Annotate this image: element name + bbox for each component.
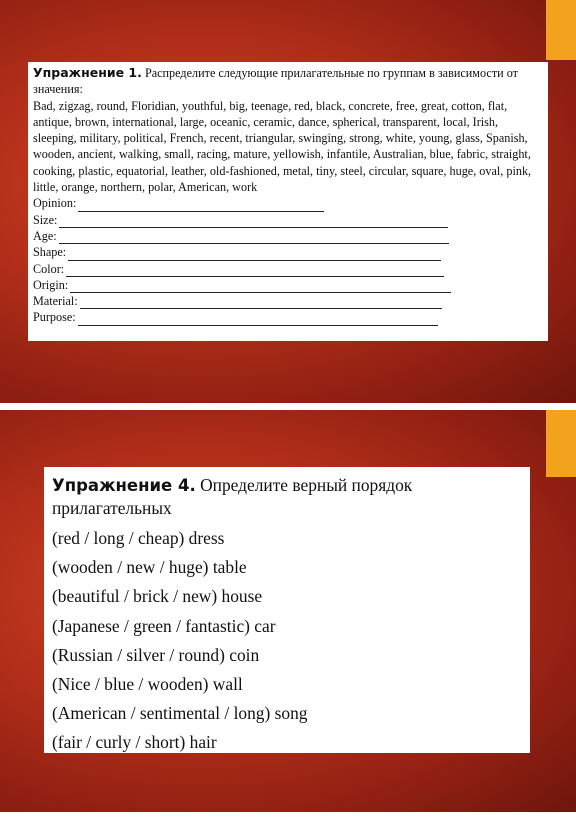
category-label: Color: <box>33 261 65 276</box>
category-label: Age: <box>33 228 57 243</box>
category-row-material <box>33 293 543 309</box>
answer-line[interactable] <box>59 216 448 228</box>
exercise-1-title: Упражнение 1. <box>33 65 142 80</box>
category-row-shape <box>33 244 543 260</box>
category-row-purpose <box>33 309 543 325</box>
accent-bar <box>546 410 576 477</box>
exercise-4-box <box>44 467 530 753</box>
category-row-size <box>33 212 543 228</box>
category-label: Purpose: <box>33 310 76 325</box>
category-row-origin <box>33 277 543 293</box>
exercise-item: (beautiful / brick / new) house <box>52 586 263 607</box>
exercise-4-title: Упражнение 4. <box>52 476 196 495</box>
category-label: Material: <box>33 294 78 309</box>
exercise-1-heading <box>33 65 543 98</box>
exercise-item: (Nice / blue / wooden) wall <box>52 674 243 695</box>
accent-bar <box>546 0 576 60</box>
answer-line[interactable] <box>68 249 441 261</box>
category-row-opinion <box>33 195 543 211</box>
category-list <box>33 195 543 325</box>
answer-line[interactable] <box>59 232 449 244</box>
exercise-item: (fair / curly / short) hair <box>52 732 217 753</box>
answer-line[interactable] <box>78 314 438 326</box>
answer-line[interactable] <box>80 297 442 309</box>
answer-line[interactable] <box>66 265 444 277</box>
exercise-item: (Japanese / green / fantastic) car <box>52 615 276 636</box>
exercise-4-instruction: Определите верный порядок прилагательных <box>52 475 413 518</box>
category-label: Size: <box>33 212 58 227</box>
answer-line[interactable] <box>70 281 451 293</box>
slide-exercise-1 <box>0 0 576 403</box>
slide-exercise-4 <box>0 410 576 812</box>
exercise-item: (American / sentimental / long) song <box>52 703 308 724</box>
category-row-color <box>33 261 543 277</box>
category-label: Origin: <box>33 277 69 292</box>
category-label: Shape: <box>33 245 67 260</box>
exercise-4-heading <box>52 474 522 519</box>
exercise-1-word-list: Bad, zigzag, round, Floridian, youthful, big, teenage, red, black, concrete, free, great, cotton, flat, antique, brown, international, large, oceanic, ceramic, dance, spherical, transparent, local, Irish, sleeping, military, political, French, recent, triangular, swinging, strong, white, young, glass, Spanish, wooden, ancient, walking, small, racing, mature, yellowish, infantile, Australian, blue, fabric, straight, cooking, plastic, equatorial, leather, old-fashioned, metal, tiny, steel, circular, square, huge, oval, pink, little, orange, northern, polar, American, work <box>33 98 532 195</box>
exercise-item: (wooden / new / huge) table <box>52 557 247 578</box>
answer-line[interactable] <box>78 200 324 212</box>
exercise-item: (red / long / cheap) dress <box>52 528 225 548</box>
exercise-item: (Russian / silver / round) coin <box>52 644 260 665</box>
exercise-1-instruction: Распределите следующие прилагательные по группам в зависимости от значения: <box>33 66 518 97</box>
exercise-1-box <box>28 62 548 341</box>
category-label: Opinion: <box>33 196 77 211</box>
category-row-age <box>33 228 543 244</box>
